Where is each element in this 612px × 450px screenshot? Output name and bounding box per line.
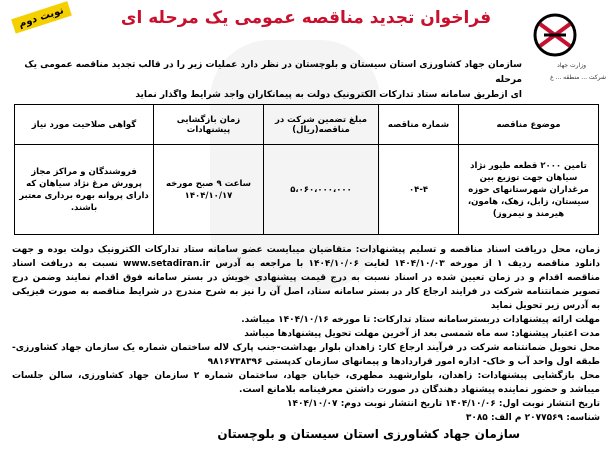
para-guarantee-delivery <box>12 341 600 369</box>
value-second-publication: ۱۴۰۴/۱۰/۰۷ <box>287 399 338 409</box>
text-deadline: تا مورخه ۱۴۰۴/۱۰/۱۶ میباشد. <box>241 315 371 325</box>
label-opening-place: محل بازگشایی پیشنهادات: <box>477 371 600 381</box>
intro-line-1: سازمان جهاد کشاورزی استان سیستان و بلوچستان در نظر دارد عملیات زیر را در قالب تجدید مناقصه عمومی یک مرحله <box>24 60 522 85</box>
cell-number: ۰۴-۴ <box>379 145 459 235</box>
col-qualification: گواهی صلاحیت مورد نیاز <box>15 105 154 145</box>
text-validity: سه ماه شمسی بعد از آخرین مهلت تحویل پیشنهادها میباشد <box>244 329 509 339</box>
footer-organization: سازمان جهاد کشاورزی استان سیستان و بلوچستان <box>217 427 520 441</box>
header <box>0 0 612 62</box>
tender-table <box>14 104 599 235</box>
text-guarantee-delivery: زاهدان بلوار بهداشت-جنب پارک لاله ساختمان شماره یک سازمان جهاد کشاورزی-طبقه اول واحد آب و خاک- اداره امور قراردادها و پیمانهای سازمان کدپستی ۹۸۱۶۷۳۸۳۹۶ <box>12 343 600 367</box>
label-validity: مدت اعتبار پیشنهاد: <box>511 329 600 339</box>
page-title: فراخوان تجدید مناقصه عمومی یک مرحله ای <box>120 8 492 28</box>
para-deadline <box>12 313 600 327</box>
para-identifier <box>12 411 600 425</box>
label-first-publication: تاریخ انتشار نوبت اول: <box>498 399 600 409</box>
round-badge: نوبت دوم <box>11 1 71 33</box>
value-first-publication: ۱۴۰۴/۱۰/۰۶ <box>445 399 496 409</box>
logo-caption: وزارت جهاد <box>557 62 586 69</box>
table-header-row <box>15 105 599 145</box>
cell-opening-time: ساعت ۹ صبح مورخه ۱۴۰۴/۱۰/۱۷ <box>154 145 264 235</box>
label-identifier: شناسه: <box>566 413 600 423</box>
label-guarantee-delivery: محل تحویل ضمانتنامه شرکت در فرآیند ارجاع کار: <box>378 343 600 353</box>
col-subject: موضوع مناقصه <box>459 105 599 145</box>
label-deadline: مهلت ارائه پیشنهادات دربسترسامانه ستاد تدارکات: <box>373 315 600 325</box>
col-opening-time: زمان بازگشایی پیشنهادات <box>154 105 264 145</box>
para-validity <box>12 327 600 341</box>
value-identifier: ۲۰۷۷۵۶۹ م الف: ۳۰۸۵ <box>465 413 564 423</box>
intro-text <box>22 58 522 103</box>
ministry-logo-icon <box>532 12 578 58</box>
text-opening-place: زاهدان، بلوارشهید مطهری، خیابان جهاد، ساختمان شماره ۲ سازمان جهاد کشاورزی، سالن جلسات میباشد و حضور نماینده پیشنهاد دهندگان در صورت داشتن معرفینامه بلامانع است. <box>12 371 600 395</box>
body-text <box>12 243 600 425</box>
cell-subject: تامین ۲۰۰۰ قطعه طیور نژاد سیاهان جهت توزیع بین مرغداران شهرستانهای حوزه سیستان، زابل، زهک، هامون، هیرمند و نیمروز) <box>459 145 599 235</box>
para-opening-place <box>12 369 600 397</box>
label-second-publication: تاریخ انتشار نوبت دوم: <box>340 399 443 409</box>
logo-caption-2: شرکت ... منطقه ... غ <box>550 74 606 81</box>
col-number: شماره مناقصه <box>379 105 459 145</box>
para-documents <box>12 243 600 313</box>
para-publication-dates <box>12 397 600 411</box>
cell-qualification: فروشندگان و مراکز مجاز پرورش مرغ نژاد سیاهان که دارای پروانه بهره برداری معتبر باشند. <box>15 145 154 235</box>
table-row <box>15 145 599 235</box>
col-guarantee: مبلغ تضمین شرکت در مناقصه(ریال) <box>264 105 379 145</box>
cell-guarantee: ۵،۰۶۰،۰۰۰،۰۰۰ <box>264 145 379 235</box>
intro-line-2: ای ازطریق سامانه ستاد تدارکات الکترونیک دولت به پیمانکاران واجد شرایط واگذار نماید <box>135 90 522 100</box>
label-documents: زمان، محل دریافت اسناد مناقصه و تسلیم پیشنهادات: <box>355 245 601 255</box>
text-documents: متقاضیان میبایست عضو سامانه ستاد تدارکات الکترونیک دولت بوده و جهت دانلود مناقصه ردیف ۱ از مورخه ۱۴۰۴/۱۰/۰۳ لغایت ۱۴۰۴/۱۰/۰۶ با مراجعه به آدرس www.setadiran.ir نسبت به دریافت اسناد مناقصه اقدام و در زمان تعیین شده در اسناد نسبت به درج قیمت پیشنهادی خویش در بستر سامانه فوق اقدام نمایند وضمن درج تصویر ضمانتنامه شرکت در فرایند ارجاع کار در بستر سامانه ستاد، اصل آن را نیز به شرح مندرج در شرایط مناقصه به صورت فیزیکی به آدرس زیر تحویل نماید <box>12 245 600 311</box>
